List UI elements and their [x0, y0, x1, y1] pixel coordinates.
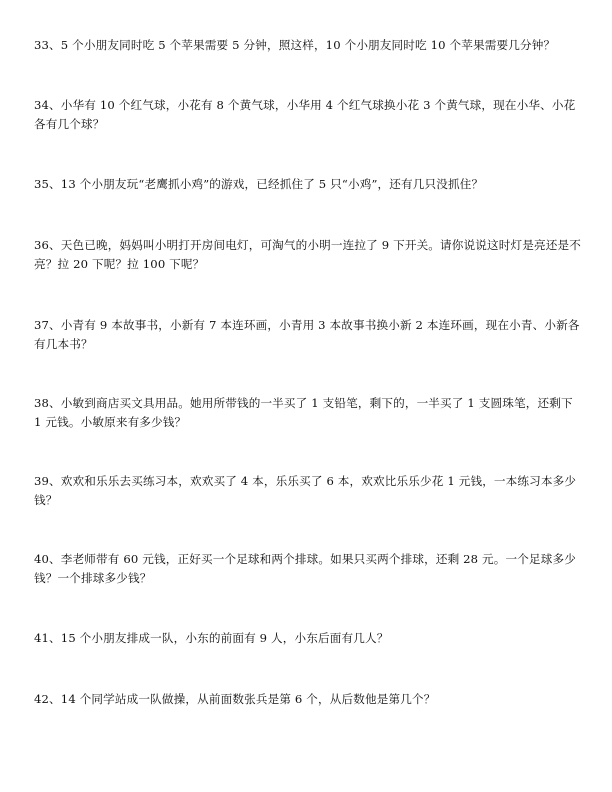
question-42: 42、14 个同学站成一队做操，从前面数张兵是第 6 个，从后数他是第几个？: [34, 692, 436, 706]
question-36: 36、天色已晚，妈妈叫小明打开房间电灯，可淘气的小明一连拉了 9 下开关。请你说说这时灯是亮还是不亮？拉 20 下呢？拉 100 下呢？: [34, 238, 581, 271]
question-35: 35、13 个小朋友玩“老鹰抓小鸡”的游戏，已经抓住了 5 只“小鸡”，还有几只没抓住？: [34, 177, 484, 191]
question-38: 38、小敏到商店买文具用品。她用所带钱的一半买了 1 支铅笔，剩下的，一半买了 1 支圆珠笔，还剩下 1 元钱。小敏原来有多少钱？: [34, 396, 573, 429]
question-33: 33、5 个小朋友同时吃 5 个苹果需要 5 分钟，照这样，10 个小朋友同时吃 10 个苹果需要几分钟？: [34, 38, 556, 52]
question-41: 41、15 个小朋友排成一队，小东的前面有 9 人，小东后面有几人？: [34, 631, 389, 645]
question-40: 40、李老师带有 60 元钱，正好买一个足球和两个排球。如果只买两个排球，还剩 28 元。一个足球多少钱？一个排球多少钱？: [34, 552, 576, 585]
question-34: 34、小华有 10 个红气球，小花有 8 个黄气球，小华用 4 个红气球换小花 3 个黄气球，现在小华、小花各有几个球？: [34, 98, 576, 131]
question-39: 39、欢欢和乐乐去买练习本，欢欢买了 4 本，乐乐买了 6 本，欢欢比乐乐少花 1 元钱，一本练习本多少钱？: [34, 474, 577, 507]
question-37: 37、小青有 9 本故事书，小新有 7 本连环画，小青用 3 本故事书换小新 2 本连环画，现在小青、小新各有几本书？: [34, 318, 580, 351]
